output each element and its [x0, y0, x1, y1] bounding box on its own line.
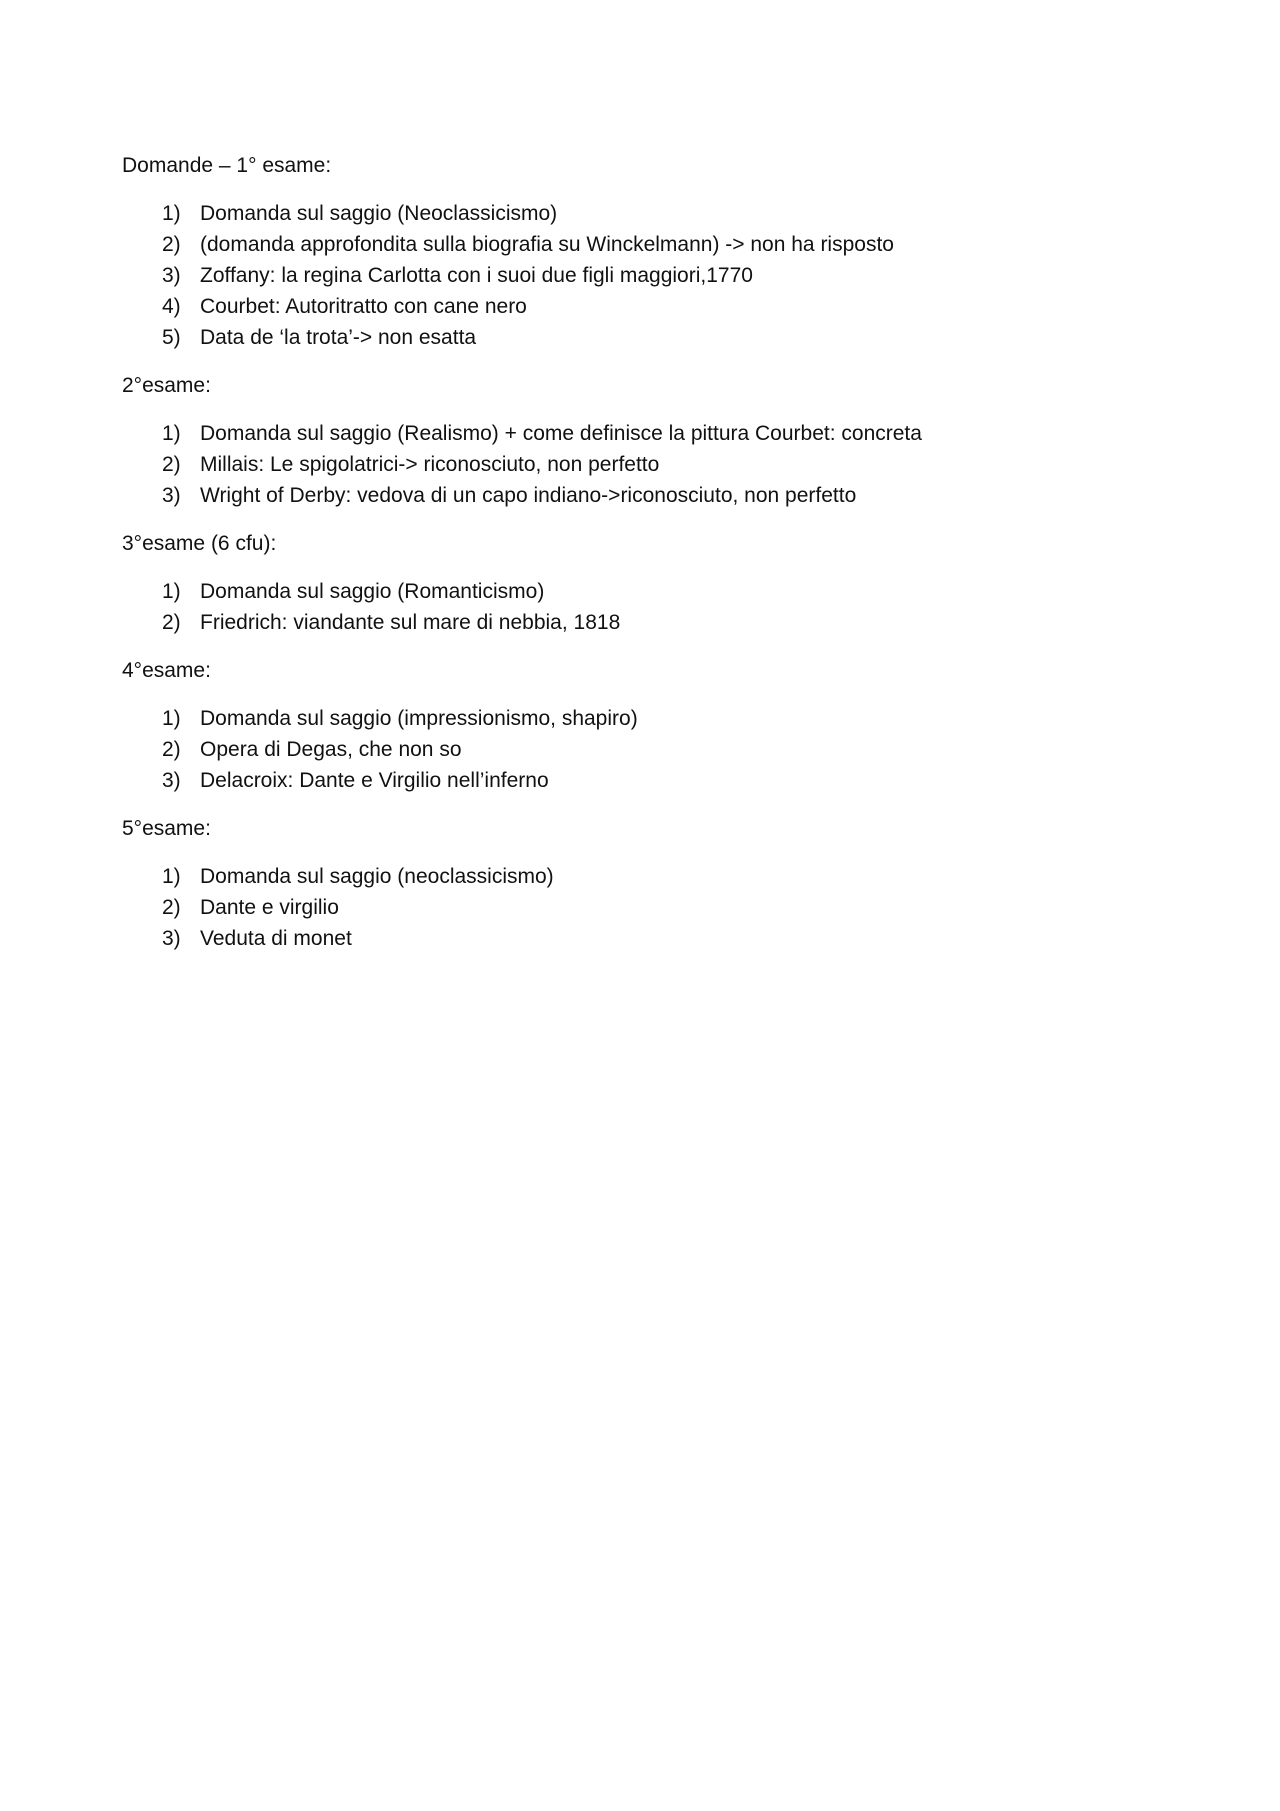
- question-list: [122, 861, 1162, 954]
- list-text: (domanda approfondita sulla biografia su Winckelmann) -> non ha risposto: [200, 233, 894, 256]
- list-text: Zoffany: la regina Carlotta con i suoi due figli maggiori,1770: [200, 264, 753, 287]
- section-heading: 4°esame:: [122, 659, 211, 682]
- list-text: Dante e virgilio: [200, 896, 339, 919]
- list-text: Domanda sul saggio (impressionismo, shapiro): [200, 707, 638, 730]
- list-number: 3): [162, 484, 181, 507]
- list-item: [122, 229, 1162, 260]
- list-item: [122, 892, 1162, 923]
- list-item: [122, 291, 1162, 322]
- question-list: [122, 198, 1162, 353]
- list-text: Wright of Derby: vedova di un capo indiano->riconosciuto, non perfetto: [200, 484, 857, 507]
- exam-section-1: [122, 150, 1162, 353]
- list-item: [122, 765, 1162, 796]
- list-number: 4): [162, 295, 181, 318]
- section-heading: 5°esame:: [122, 817, 211, 840]
- list-text: Friedrich: viandante sul mare di nebbia, 1818: [200, 611, 621, 634]
- exam-section-2: [122, 370, 1162, 511]
- question-list: [122, 703, 1162, 796]
- list-number: 1): [162, 580, 181, 603]
- section-heading: 3°esame (6 cfu):: [122, 532, 277, 555]
- list-item: [122, 923, 1162, 954]
- list-item: [122, 480, 1162, 511]
- list-item: [122, 734, 1162, 765]
- list-text: Data de ‘la trota’-> non esatta: [200, 326, 477, 349]
- list-number: 1): [162, 202, 181, 225]
- list-text: Domanda sul saggio (Romanticismo): [200, 580, 545, 603]
- list-number: 3): [162, 927, 181, 950]
- list-item: [122, 260, 1162, 291]
- list-text: Courbet: Autoritratto con cane nero: [200, 295, 527, 318]
- list-number: 2): [162, 453, 181, 476]
- list-number: 1): [162, 707, 181, 730]
- list-item: [122, 418, 1162, 449]
- list-number: 1): [162, 865, 181, 888]
- list-item: [122, 607, 1162, 638]
- list-text: Domanda sul saggio (neoclassicismo): [200, 865, 554, 888]
- list-number: 2): [162, 896, 181, 919]
- exam-section-3: [122, 528, 1162, 638]
- list-item: [122, 576, 1162, 607]
- list-text: Opera di Degas, che non so: [200, 738, 462, 761]
- list-text: Domanda sul saggio (Realismo) + come definisce la pittura Courbet: concreta: [200, 422, 922, 445]
- list-number: 2): [162, 233, 181, 256]
- list-number: 2): [162, 611, 181, 634]
- list-number: 5): [162, 326, 181, 349]
- list-item: [122, 449, 1162, 480]
- document-page: [122, 150, 1162, 971]
- list-text: Domanda sul saggio (Neoclassicismo): [200, 202, 558, 225]
- section-heading: 2°esame:: [122, 374, 211, 397]
- exam-section-4: [122, 655, 1162, 796]
- list-number: 3): [162, 264, 181, 287]
- list-item: [122, 322, 1162, 353]
- list-text: Millais: Le spigolatrici-> riconosciuto, non perfetto: [200, 453, 660, 476]
- question-list: [122, 576, 1162, 638]
- list-text: Veduta di monet: [200, 927, 352, 950]
- list-number: 1): [162, 422, 181, 445]
- list-text: Delacroix: Dante e Virgilio nell’inferno: [200, 769, 549, 792]
- list-number: 2): [162, 738, 181, 761]
- list-number: 3): [162, 769, 181, 792]
- list-item: [122, 861, 1162, 892]
- exam-section-5: [122, 813, 1162, 954]
- list-item: [122, 198, 1162, 229]
- question-list: [122, 418, 1162, 511]
- list-item: [122, 703, 1162, 734]
- section-heading: Domande – 1° esame:: [122, 154, 332, 177]
